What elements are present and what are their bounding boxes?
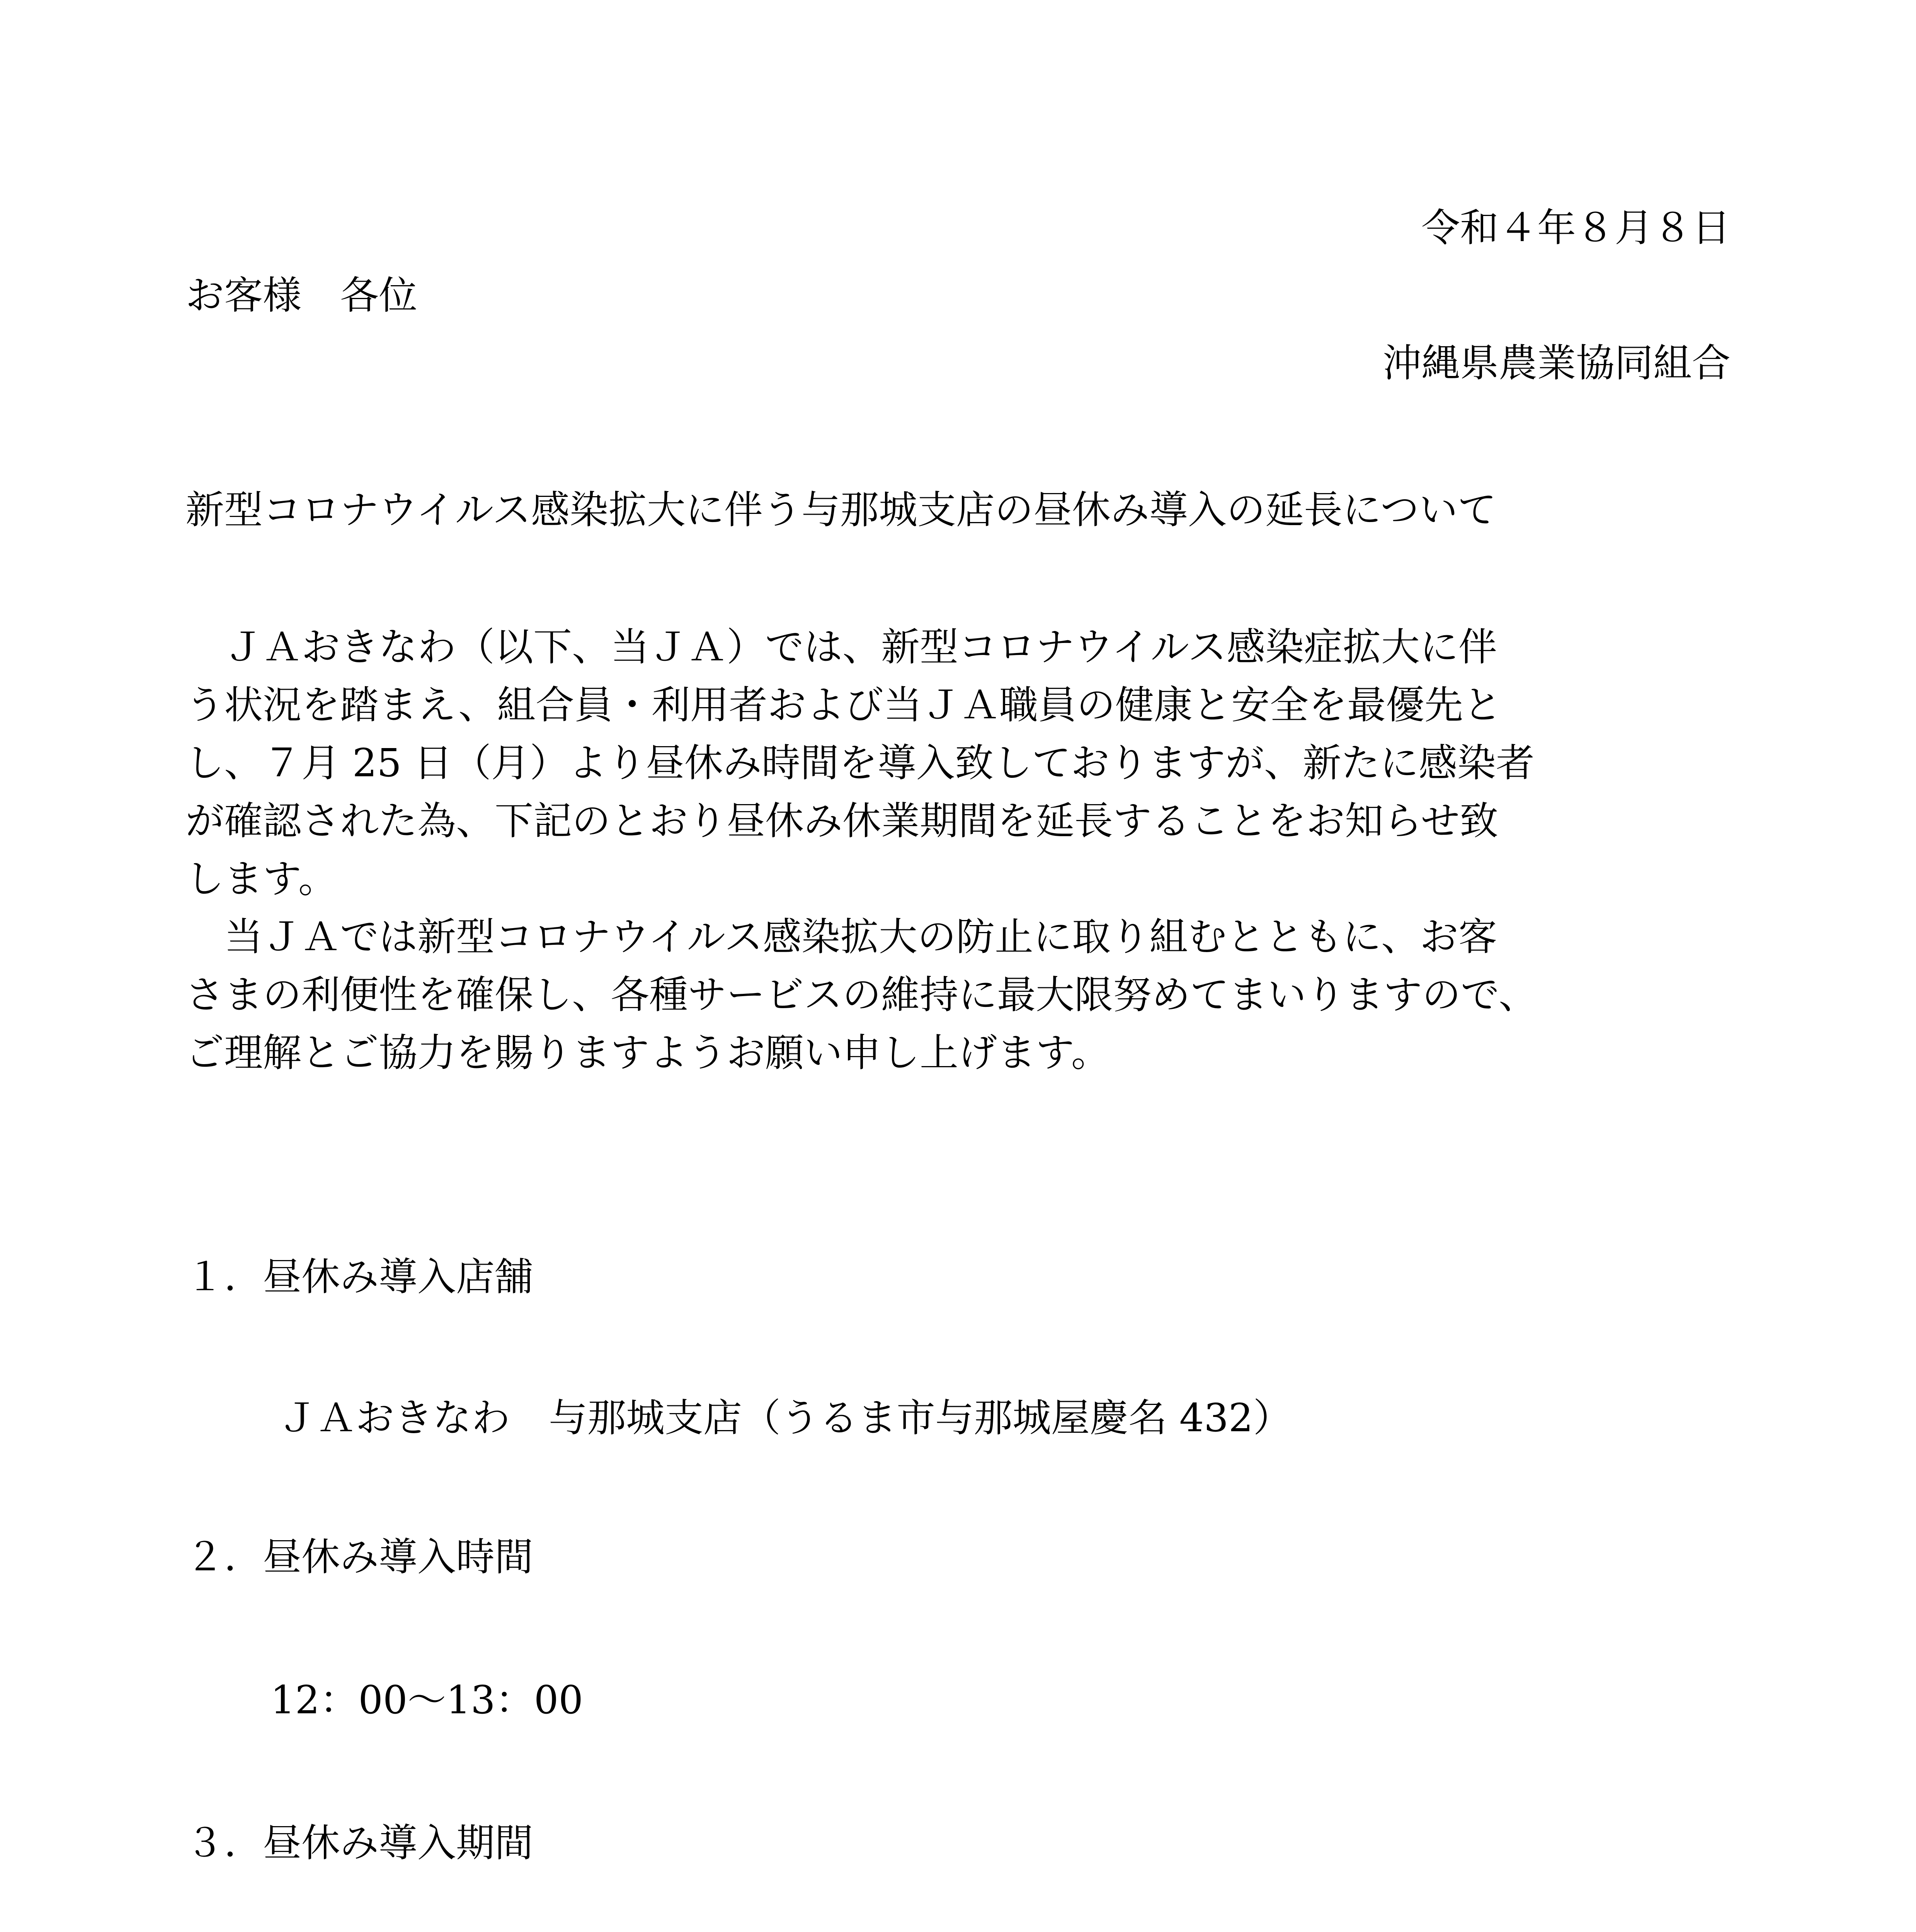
document-title: 新型コロナウイルス感染拡大に伴う与那城支店の昼休み導入の延長について — [185, 487, 1496, 532]
body-p1-line: ＪＡおきなわ（以下、当ＪＡ）では、新型コロナウイルス感染症拡大に伴 — [185, 624, 1497, 670]
document-date: 令和４年８月８日 — [1421, 205, 1731, 250]
body-p2-line: さまの利便性を確保し、各種サービスの維持に最大限努めてまいりますので、 — [185, 972, 1537, 1017]
body-p1-line: し、７月 25 日（月）より昼休み時間を導入致しておりますが、新たに感染者 — [185, 740, 1535, 786]
item-heading: ２．昼休み導入時間 — [185, 1534, 533, 1580]
body-p1-line: う状況を踏まえ、組合員・利用者および当ＪＡ職員の健康と安全を最優先と — [185, 682, 1502, 728]
body-p1-line: が確認された為、下記のとおり昼休み休業期間を延長することをお知らせ致 — [185, 798, 1498, 844]
item-heading: ３．昼休み導入期間 — [185, 1820, 533, 1866]
item-content: 12：00～13：00 — [271, 1677, 583, 1723]
sender: 沖縄県農業協同組合 — [1383, 340, 1731, 386]
addressee: お客様 各位 — [185, 273, 417, 318]
body-p2-line: ご理解とご協力を賜りますようお願い申し上げます。 — [185, 1030, 1110, 1075]
item-heading: １．昼休み導入店舗 — [185, 1254, 533, 1299]
body-p2-line: 当ＪＡでは新型コロナウイルス感染拡大の防止に取り組むとともに、お客 — [185, 914, 1497, 959]
item-content: ＪＡおきなわ 与那城支店（うるま市与那城屋慶名 432） — [278, 1395, 1292, 1440]
body-p1-line: します。 — [185, 856, 337, 901]
